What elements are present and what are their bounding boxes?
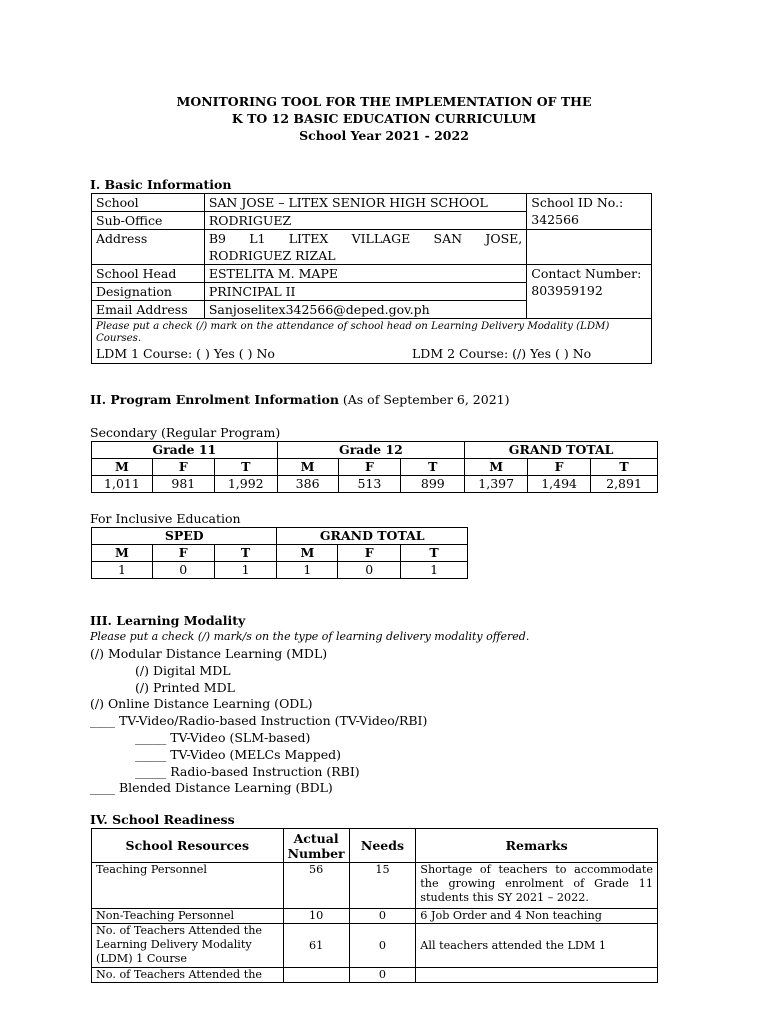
modality-bdl: ____ Blended Distance Learning (BDL) — [90, 780, 333, 795]
sub-t: T — [214, 545, 277, 562]
modality-printed-mdl: (/) Printed MDL — [135, 680, 235, 695]
enrol-value: 1,397 — [465, 476, 528, 493]
inc-value: 1 — [401, 562, 468, 579]
group-grade11: Grade 11 — [92, 442, 278, 459]
needs-cell: 0 — [349, 968, 416, 983]
address-label: Address — [92, 230, 205, 265]
address-value — [204, 230, 526, 265]
needs-cell: 0 — [349, 924, 416, 968]
school-value: SAN JOSE – LITEX SENIOR HIGH SCHOOL — [204, 194, 526, 212]
section-modality-heading: III. Learning Modality — [90, 613, 246, 628]
suboffice-label: Sub-Office — [92, 212, 205, 230]
modality-rbi: _____ Radio-based Instruction (RBI) — [135, 764, 360, 779]
modality-tv-rbi: ____ TV-Video/Radio-based Instruction (TV-Video/RBI) — [90, 713, 428, 728]
email-label: Email Address — [92, 301, 205, 319]
resource-cell: No. of Teachers Attended the Learning Delivery Modality (LDM) 1 Course — [92, 924, 284, 968]
sub-f: F — [152, 459, 214, 476]
sub-t: T — [591, 459, 658, 476]
school-id-value: 342566 — [531, 212, 579, 227]
designation-value: PRINCIPAL II — [204, 283, 526, 301]
address-line2: RODRIGUEZ RIZAL — [208, 248, 336, 263]
enrol-value: 1,992 — [214, 476, 277, 493]
group-grade12: Grade 12 — [277, 442, 465, 459]
sub-m: M — [92, 459, 153, 476]
actual-cell: 56 — [283, 863, 349, 909]
col-remarks: Remarks — [416, 829, 658, 863]
school-label: School — [92, 194, 205, 212]
group-grand-total: GRAND TOTAL — [465, 442, 658, 459]
sub-f: F — [152, 545, 214, 562]
suboffice-value: RODRIGUEZ — [204, 212, 526, 230]
ldm2-course: LDM 2 Course: (/) Yes ( ) No — [412, 346, 592, 361]
section-enrolment-heading: II. Program Enrolment Information (As of September 6, 2021) — [90, 392, 510, 407]
email-value: Sanjoselitex342566@deped.gov.ph — [204, 301, 526, 319]
school-readiness-table — [91, 828, 658, 983]
inclusive-label: For Inclusive Education — [90, 511, 241, 526]
secondary-enrolment-table — [91, 441, 658, 493]
resource-cell: Teaching Personnel — [92, 863, 284, 909]
inclusive-enrolment-table — [91, 527, 468, 579]
enrol-value: 1,494 — [528, 476, 591, 493]
sub-t: T — [214, 459, 277, 476]
col-school-resources: School Resources — [92, 829, 284, 863]
ldm-cell — [92, 319, 652, 364]
doc-title-line2: K TO 12 BASIC EDUCATION CURRICULUM — [231, 111, 537, 126]
remarks-cell: Shortage of teachers to accommodate the growing enrolment of Grade 11 students this SY 2021 – 2022. — [416, 863, 658, 909]
head-label: School Head — [92, 265, 205, 283]
inc-value: 0 — [152, 562, 214, 579]
modality-mdl: (/) Modular Distance Learning (MDL) — [90, 646, 328, 661]
group-sped: SPED — [92, 528, 277, 545]
sub-f: F — [338, 459, 401, 476]
sub-f: F — [338, 545, 401, 562]
col-needs: Needs — [349, 829, 416, 863]
actual-cell — [283, 968, 349, 983]
enrol-value: 513 — [338, 476, 401, 493]
ldm1-course: LDM 1 Course: ( ) Yes ( ) No — [96, 346, 275, 361]
school-id-label: School ID No.: — [531, 195, 624, 210]
enrol-value: 2,891 — [591, 476, 658, 493]
sub-f: F — [528, 459, 591, 476]
ldm-note: Please put a check (/) mark on the attendance of school head on Learning Delivery Modality (LDM) Courses. — [96, 321, 610, 344]
section-basic-info-heading: I. Basic Information — [90, 177, 232, 192]
doc-title-line1: MONITORING TOOL FOR THE IMPLEMENTATION OF THE — [176, 94, 592, 109]
resource-cell: No. of Teachers Attended the — [92, 968, 284, 983]
sub-t: T — [401, 545, 468, 562]
col-actual-number: Actual Number — [283, 829, 349, 863]
contact-label: Contact Number: — [531, 266, 642, 281]
head-value: ESTELITA M. MAPE — [204, 265, 526, 283]
inc-value: 1 — [214, 562, 277, 579]
sub-m: M — [465, 459, 528, 476]
needs-cell: 15 — [349, 863, 416, 909]
inc-value: 1 — [92, 562, 153, 579]
school-id-cell — [527, 194, 652, 230]
inc-value: 0 — [338, 562, 401, 579]
modality-odl: (/) Online Distance Learning (ODL) — [90, 696, 313, 711]
sub-m: M — [277, 459, 338, 476]
modality-digital-mdl: (/) Digital MDL — [135, 663, 231, 678]
needs-cell: 0 — [349, 909, 416, 924]
group-grand-total: GRAND TOTAL — [277, 528, 468, 545]
address-line1: B9 L1 LITEX VILLAGE SAN JOSE, — [208, 231, 523, 246]
enrol-value: 386 — [277, 476, 338, 493]
modality-tv-melcs: _____ TV-Video (MELCs Mapped) — [135, 747, 342, 762]
basic-info-table — [91, 193, 652, 364]
remarks-cell: 6 Job Order and 4 Non teaching — [416, 909, 658, 924]
inc-value: 1 — [277, 562, 338, 579]
modality-note: Please put a check (/) mark/s on the type of learning delivery modality offered. — [90, 630, 530, 643]
remarks-cell: All teachers attended the LDM 1 — [416, 924, 658, 968]
doc-title-year: School Year 2021 - 2022 — [299, 128, 469, 143]
modality-tv-slm: _____ TV-Video (SLM-based) — [135, 730, 311, 745]
resource-cell: Non-Teaching Personnel — [92, 909, 284, 924]
contact-cell — [527, 265, 652, 319]
designation-label: Designation — [92, 283, 205, 301]
enrol-value: 1,011 — [92, 476, 153, 493]
contact-value: 803959192 — [531, 283, 603, 298]
remarks-cell — [416, 968, 658, 983]
sub-m: M — [92, 545, 153, 562]
enrol-value: 899 — [401, 476, 465, 493]
actual-cell: 10 — [283, 909, 349, 924]
sub-t: T — [401, 459, 465, 476]
actual-cell: 61 — [283, 924, 349, 968]
address-empty — [527, 230, 652, 265]
enrol-value: 981 — [152, 476, 214, 493]
section-readiness-heading: IV. School Readiness — [90, 812, 235, 827]
sub-m: M — [277, 545, 338, 562]
secondary-label: Secondary (Regular Program) — [90, 425, 281, 440]
